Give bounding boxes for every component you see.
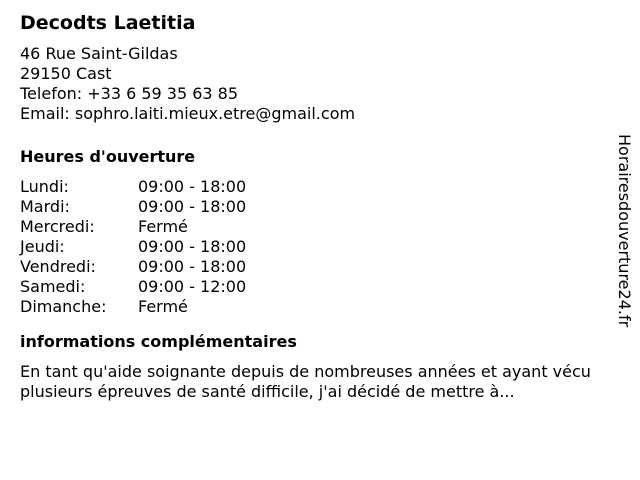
hours-day: Samedi:	[20, 277, 86, 296]
hours-row-vendredi	[20, 257, 620, 277]
email-line: Email: sophro.laiti.mieux.etre@gmail.com	[20, 104, 356, 123]
hours-time: Fermé	[138, 217, 188, 236]
opening-hours-table	[20, 177, 620, 317]
hours-time: 09:00 - 18:00	[138, 257, 247, 276]
hours-time: Fermé	[138, 297, 188, 316]
hours-time: 09:00 - 18:00	[138, 237, 247, 256]
hours-row-samedi	[20, 277, 620, 297]
address-street: 46 Rue Saint-Gildas	[20, 44, 178, 63]
hours-day: Jeudi:	[20, 237, 65, 256]
business-card	[20, 10, 620, 402]
hours-day: Mercredi:	[20, 217, 95, 236]
additional-info-title: informations complémentaires	[20, 332, 297, 351]
hours-time: 09:00 - 18:00	[138, 197, 247, 216]
hours-day: Dimanche:	[20, 297, 107, 316]
phone-line: Telefon: +33 6 59 35 63 85	[20, 84, 239, 103]
hours-day: Vendredi:	[20, 257, 96, 276]
additional-info-text: En tant qu'aide soignante depuis de nombreuses années et ayant vécu plusieurs épreuves de santé difficile, j'ai décidé de mettre à...	[20, 362, 591, 401]
hours-day: Lundi:	[20, 177, 69, 196]
hours-row-dimanche	[20, 297, 620, 317]
address-city: 29150 Cast	[20, 64, 112, 83]
business-name: Decodts Laetitia	[20, 12, 196, 34]
hours-day: Mardi:	[20, 197, 70, 216]
hours-row-mercredi	[20, 217, 620, 237]
hours-time: 09:00 - 18:00	[138, 177, 247, 196]
site-watermark: Horairesdouverture24.fr	[615, 134, 634, 328]
hours-time: 09:00 - 12:00	[138, 277, 247, 296]
hours-row-lundi	[20, 177, 620, 197]
hours-row-jeudi	[20, 237, 620, 257]
hours-row-mardi	[20, 197, 620, 217]
opening-hours-title: Heures d'ouverture	[20, 147, 196, 166]
